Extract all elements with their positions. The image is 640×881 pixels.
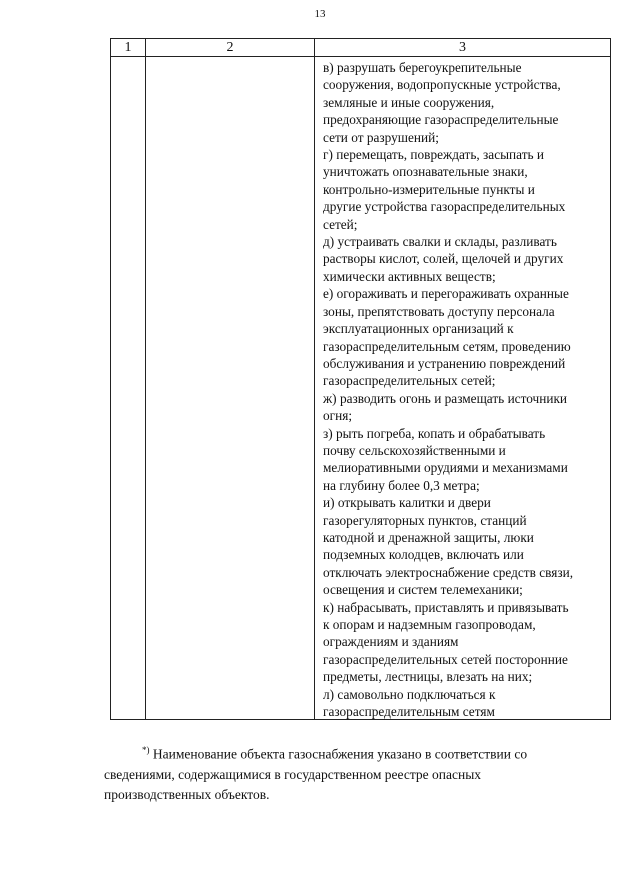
page-number: 13 [314, 8, 326, 20]
footnote-marker: *) [142, 745, 150, 755]
list-item: на глубину более 0,3 метра; [323, 477, 480, 493]
prohibitions-list [315, 57, 610, 719]
list-item: к опорам и надземным газопроводам, [323, 617, 536, 632]
footnote [104, 740, 596, 805]
list-item: подземных колодцев, включать или [323, 547, 524, 563]
list-item: ограждениям и зданиям [323, 634, 459, 650]
footnote-line-3: производственных объектов. [104, 786, 270, 802]
list-item: предохраняющие газораспределительные [323, 112, 559, 128]
list-item: з) рыть погреба, копать и обрабатывать [323, 425, 546, 441]
cell-col1 [111, 57, 146, 720]
list-item: катодной и дренажной защиты, люки [323, 529, 534, 545]
column-header-3: 3 [315, 39, 611, 57]
list-item: зоны, препятствовать доступу персонала [323, 303, 555, 319]
list-item: газораспределительных сетей; [323, 373, 496, 389]
list-item: газорегуляторных пунктов, станций [323, 512, 527, 528]
list-item: д) устраивать свалки и склады, разливать [323, 234, 557, 250]
list-item: е) огораживать и перегораживать охранные [323, 286, 569, 302]
column-header-1: 1 [111, 39, 146, 57]
list-item: растворы кислот, солей, щелочей и других [323, 251, 564, 267]
list-item: уничтожать опознавательные знаки, [323, 164, 528, 180]
cell-col3 [315, 57, 611, 720]
list-item: химически активных веществ; [323, 268, 496, 284]
column-header-2: 2 [146, 39, 315, 57]
list-item: газораспределительным сетям [323, 704, 495, 719]
list-item: г) перемещать, повреждать, засыпать и [323, 147, 545, 163]
list-item: эксплуатационных организаций к [323, 321, 514, 337]
list-item: освещения и систем телемеханики; [323, 582, 523, 598]
table-header-row [111, 39, 611, 57]
list-item: мелиоративными орудиями и механизмами [323, 460, 568, 476]
list-item: другие устройства газораспределительных [323, 199, 566, 215]
table-row [111, 57, 611, 720]
list-item: в) разрушать берегоукрепительные [323, 60, 522, 75]
footnote-line-1: *) Наименование объекта газоснабжения указано в соответствии со [142, 745, 528, 762]
content-table [110, 38, 611, 720]
footnote-line-2: сведениями, содержащимися в государственном реестре опасных [104, 766, 482, 782]
list-item: газораспределительным сетям, проведению [323, 338, 571, 354]
list-item: земляные и иные сооружения, [323, 94, 495, 110]
list-item: предметы, лестницы, влезать на них; [323, 669, 533, 685]
list-item: сети от разрушений; [323, 129, 439, 145]
list-item: л) самовольно подключаться к [323, 686, 496, 702]
list-item: почву сельскохозяйственными и [323, 442, 506, 458]
list-item: контрольно-измерительные пункты и [323, 181, 535, 197]
list-item: сетей; [323, 216, 358, 232]
list-item: сооружения, водопропускные устройства, [323, 77, 561, 93]
list-item: к) набрасывать, приставлять и привязывать [323, 599, 569, 615]
list-item: отключать электроснабжение средств связи, [323, 564, 574, 580]
cell-col2 [146, 57, 315, 720]
list-item: газораспределительных сетей посторонние [323, 651, 568, 667]
list-item: ж) разводить огонь и размещать источники [323, 390, 568, 406]
list-item: огня; [323, 408, 353, 424]
list-item: и) открывать калитки и двери [323, 495, 491, 511]
list-item: обслуживания и устранению повреждений [323, 355, 566, 371]
